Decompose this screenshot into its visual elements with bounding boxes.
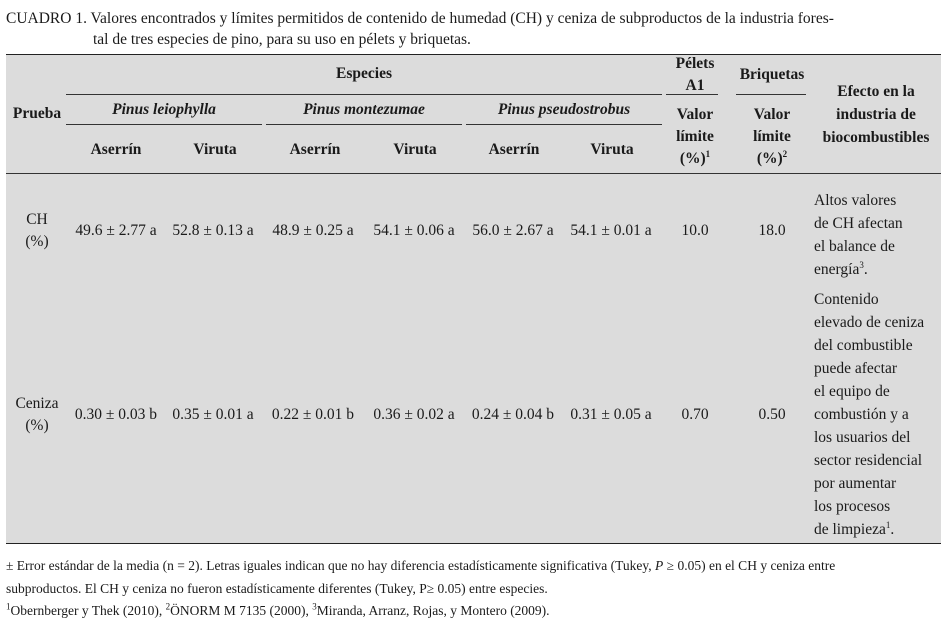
caption-line-1: CUADRO 1. Valores encontrados y límites permitidos de contenido de humedad (CH) y ceniza de subproductos de la industria fores- xyxy=(6,10,834,27)
row-ch-value-2: 52.8 ± 0.13 a xyxy=(172,222,254,239)
ref-text: Miranda, Arranz, Rojas, y Montero (2009). xyxy=(316,603,550,618)
header-prueba: Prueba xyxy=(12,105,62,122)
row-ceniza-effect-line: combustión y a xyxy=(814,406,909,423)
species-3-rule xyxy=(466,124,662,125)
row-ceniza-value-4: 0.36 ± 0.02 a xyxy=(373,406,455,423)
pelets-pct-sup: 1 xyxy=(705,148,711,159)
header-viruta-3: Viruta xyxy=(590,141,634,158)
row-ch-value-1: 49.6 ± 2.77 a xyxy=(75,222,157,239)
row-ceniza-label-line2: (%) xyxy=(25,417,49,434)
row-ceniza-effect-line: sector residencial xyxy=(814,452,923,469)
species-1-rule xyxy=(66,124,262,125)
row-ch-effect-line: de CH afectan xyxy=(814,215,903,232)
header-aserrin-2: Aserrín xyxy=(289,141,341,158)
row-ch-value-3: 48.9 ± 0.25 a xyxy=(272,222,354,239)
header-efecto-line2: industria de xyxy=(836,106,916,123)
footnote-line-1 xyxy=(6,556,835,576)
row-ceniza-value-5: 0.24 ± 0.04 b xyxy=(471,406,555,423)
row-ch-briquetas: 18.0 xyxy=(758,222,786,239)
footnote-line-2: subproductos. El CH y ceniza no fueron estadísticamente diferentes (Tukey, P≥ 0.05) entre especies. xyxy=(6,581,548,596)
row-ceniza-value-3: 0.22 ± 0.01 b xyxy=(271,406,355,423)
row-ch-effect xyxy=(814,189,903,281)
row-ceniza-effect-line: por aumentar xyxy=(814,475,897,492)
footnote-text: ≥ 0.05) en el CH y ceniza entre xyxy=(663,558,836,573)
row-ch-effect-end: . xyxy=(863,261,868,278)
row-ceniza-effect-line: el equipo de xyxy=(814,383,890,400)
row-ch-value-6: 54.1 ± 0.01 a xyxy=(570,222,652,239)
ref-sup: 1 xyxy=(6,601,11,612)
header-pelets-pct xyxy=(664,148,726,169)
header-species-pseudostrobus: Pinus pseudostrobus xyxy=(497,101,631,118)
ref-text: ÖNORM M 7135 (2000), xyxy=(170,603,313,618)
header-briquetas-pct xyxy=(730,148,814,169)
row-ch-effect-line: el balance de xyxy=(814,238,895,255)
footnote-p-italic: P xyxy=(655,558,664,573)
row-ch-value-5: 56.0 ± 2.67 a xyxy=(472,222,554,239)
header-pelets-limite: límite xyxy=(676,128,714,145)
ref-sup: 3 xyxy=(312,601,317,612)
ref-sup: 2 xyxy=(165,601,171,612)
footnote-text: ± Error estándar de la media (n = 2). Letras iguales indican que no hay diferencia estadísticamente significativa (Tukey, xyxy=(6,558,656,573)
row-ceniza-effect-line: elevado de ceniza xyxy=(814,314,925,331)
header-species-montezumae: Pinus montezumae xyxy=(303,101,425,118)
caption-line-2: tal de tres especies de pino, para su uso en pélets y briquetas. xyxy=(93,31,471,48)
row-ch-label-line1: CH xyxy=(26,211,48,228)
row-ch-effect-line: Altos valores xyxy=(814,192,897,209)
table-caption xyxy=(6,8,941,50)
row-ceniza-value-2: 0.35 ± 0.01 a xyxy=(172,406,254,423)
row-ceniza-effect-sup: 1 xyxy=(885,519,891,530)
header-pelets-line1: Pélets xyxy=(675,55,715,72)
header-species-leiophylla: Pinus leiophylla xyxy=(112,101,216,118)
species-2-rule xyxy=(266,124,462,125)
row-ceniza-effect-line: del combustible xyxy=(814,337,913,354)
row-ceniza-effect-line: Contenido xyxy=(814,291,879,308)
row-ceniza-value-1: 0.30 ± 0.03 b xyxy=(74,406,158,423)
ref-text: Obernberger y Thek (2010), xyxy=(10,603,166,618)
header-pelets-line2: A1 xyxy=(685,77,705,94)
header-bottom-rule xyxy=(6,173,941,174)
row-ch-effect-text: energía xyxy=(814,261,860,278)
row-ceniza-effect-end: . xyxy=(890,521,895,538)
header-pelets-valor: Valor xyxy=(676,106,714,123)
header-viruta-1: Viruta xyxy=(193,141,237,158)
header-efecto-line3: biocombustibles xyxy=(822,129,930,146)
row-ceniza-effect-line: puede afectar xyxy=(814,360,898,377)
header-viruta-2: Viruta xyxy=(393,141,437,158)
header-briquetas: Briquetas xyxy=(739,66,805,83)
row-ch-value-4: 54.1 ± 0.06 a xyxy=(373,222,455,239)
header-especies: Especies xyxy=(336,65,392,82)
row-ceniza-effect-text: de limpieza xyxy=(814,521,886,538)
row-ch-label-line2: (%) xyxy=(25,233,49,250)
row-ceniza-value-6: 0.31 ± 0.05 a xyxy=(570,406,652,423)
row-ch-pelets: 10.0 xyxy=(681,222,709,239)
header-briquetas-limite: límite xyxy=(753,128,791,145)
row-ch-effect-sup: 3 xyxy=(859,259,864,270)
row-ceniza-briquetas: 0.50 xyxy=(758,406,786,423)
row-ceniza-effect-line: los procesos xyxy=(814,498,891,515)
row-ch-effect-line-last xyxy=(814,258,903,281)
row-ceniza-effect xyxy=(814,288,924,541)
footnote-references xyxy=(6,601,550,621)
pelets-pct-text: (%) xyxy=(679,150,706,167)
header-aserrin-3: Aserrín xyxy=(488,141,540,158)
header-briquetas-valor: Valor xyxy=(753,106,791,123)
row-ceniza-label-line1: Ceniza xyxy=(15,395,59,412)
briquetas-pct-text: (%) xyxy=(756,150,783,167)
row-ceniza-effect-line: los usuarios del xyxy=(814,429,911,446)
row-ceniza-effect-line-last xyxy=(814,518,924,541)
briquetas-pct-sup: 2 xyxy=(782,148,788,159)
briquetas-rule xyxy=(736,94,806,95)
header-aserrin-1: Aserrín xyxy=(90,141,142,158)
row-ceniza-pelets: 0.70 xyxy=(681,406,709,423)
header-efecto-line1: Efecto en la xyxy=(837,83,915,100)
especies-rule xyxy=(66,94,662,95)
